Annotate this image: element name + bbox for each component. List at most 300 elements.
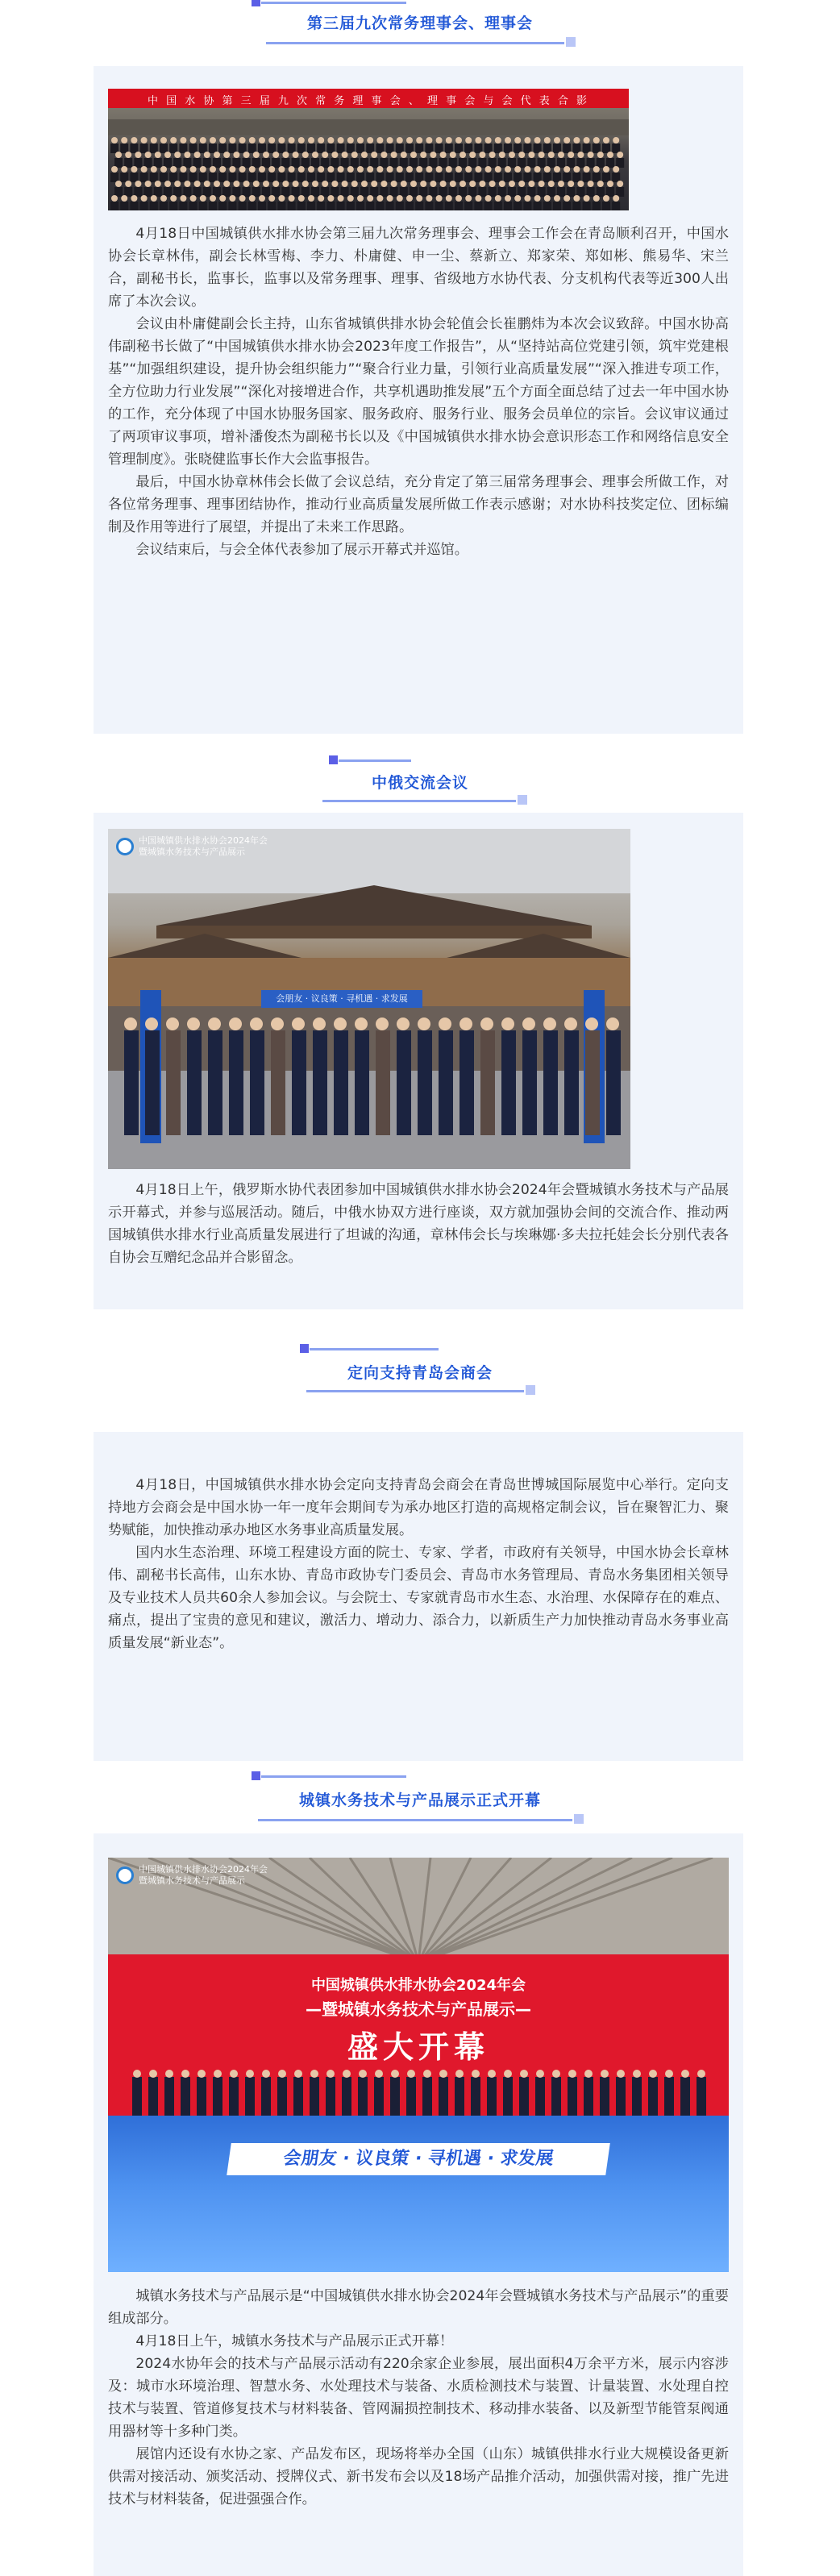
person-head [499,181,505,187]
person-body [347,173,355,182]
person-head [465,137,472,144]
person-body [572,173,580,182]
person-body [564,1030,579,1135]
person-body [301,187,310,197]
person-head [455,137,462,144]
person-body [534,173,542,182]
person-body [518,187,526,197]
person-head [259,137,265,144]
person-body [602,202,610,210]
person-head [145,181,152,187]
person-head [406,195,413,202]
person-body [124,1030,139,1135]
person-body [474,202,482,210]
person-head [577,152,584,158]
person-head [534,166,541,173]
person-head [573,137,580,144]
person-head [111,137,118,144]
person-head [440,181,447,187]
person-head [479,181,485,187]
person-head [151,137,157,144]
person-head [406,166,413,173]
person-body [584,2077,593,2116]
person-body [543,1030,558,1135]
person-body [435,173,443,182]
person-head [633,2070,641,2078]
section-card [94,1432,743,1761]
section-body [108,1179,729,1269]
person-body [439,187,447,197]
stage-people [108,2069,729,2117]
person-head [397,195,403,202]
person-head [558,152,564,158]
person-head [367,137,373,144]
person-head [380,181,387,187]
person-body [331,187,339,197]
person-body [239,202,247,210]
person-head [514,195,521,202]
person-body [518,158,526,168]
person-head [357,166,364,173]
person-head [420,181,426,187]
person-body [468,187,476,197]
person-head [298,195,305,202]
person-head [338,195,344,202]
person-head [180,137,186,144]
person-head [597,152,604,158]
person-head [165,2070,173,2078]
person-head [200,166,206,173]
photo-subcaption: 暨城镇水务技术与产品展示 [139,1875,245,1886]
person-head [229,195,235,202]
person-head [485,195,492,202]
person-body [337,202,345,210]
person-body [503,2077,513,2116]
person-body [268,173,276,182]
person-head [243,152,250,158]
person-body [464,144,472,153]
person-body [130,202,138,210]
person-head [308,195,314,202]
paragraph: 会议由朴庸健副会长主持，山东省城镇供排水协会轮值会长崔鹏炜为本次会议致辞。中国水协高伟副秘书长做了“中国城镇供水排水协会2023年度工作报告”，从“坚持站高位党建引领，筑牢党建根基”“加强组织建设，提升协会组织能力”“聚合行业力量，引领行业高质量发展”“深入推进专项工作，全方位助力行业发展”“深化对接增进合作，共享机遇助推发展”五个方面全面总结了过去一年中国水协的工作，充分体现了中国水协服务国家、服务政府、服务行业、服务会员单位的宗旨。会议审议通过了两项审议事项，增补潘俊杰为副秘书长以及《中国城镇供水排水协会意识形态工作和网络信息安全管理制度》。张晓健监事长作大会监事报告。 [108,316,729,468]
person-body [258,144,266,153]
person-head [155,152,161,158]
person-body [514,173,522,182]
heading-decoration [266,42,564,44]
person-body [535,2077,545,2116]
person-body [508,187,516,197]
person-body [606,187,614,197]
section-card [94,66,743,734]
person-head [135,152,141,158]
person-head [164,152,171,158]
person-head [649,2070,657,2078]
person-head [272,152,279,158]
person-body [189,202,198,210]
person-head [367,166,373,173]
person-head [322,181,328,187]
person-body [307,173,315,182]
stage-slogan: 会朋友 · 议良策 · 寻机遇 · 求发展 [227,2143,610,2175]
person-head [282,181,289,187]
person-head [204,152,210,158]
paragraph: 展馆内还设有水协之家、产品发布区，现场将举办全国（山东）城镇供排水行业大规模设备更新供需对接活动、颁奖活动、授牌仪式、新书发布会以及18场产品推介活动，加强供需对接，推广先进技术与材料装备，促进强强合作。 [108,2446,729,2507]
person-body [425,202,433,210]
person-body [567,158,575,168]
person-body [261,2077,271,2116]
person-head [180,195,186,202]
person-body [169,202,177,210]
person-body [351,158,359,168]
person-body [422,2077,432,2116]
person-body [199,144,207,153]
person-body [498,158,506,168]
person-body [576,158,584,168]
person-body [419,158,427,168]
opening-ceremony-photo [108,1858,729,2272]
person-head [573,166,580,173]
person-head [219,137,226,144]
person-body [514,202,522,210]
person-body [459,158,467,168]
person-head [214,181,220,187]
person-head [190,137,197,144]
person-body [248,173,256,182]
person-body [114,158,123,168]
person-head [416,166,422,173]
person-head [514,137,521,144]
person-body [164,187,172,197]
person-body [576,187,584,197]
person-body [478,158,486,168]
person-head [584,166,590,173]
person-head [593,195,600,202]
person-head [115,152,122,158]
person-body [593,202,601,210]
person-head [387,137,393,144]
person-head [524,166,530,173]
person-head [460,181,466,187]
person-body [455,173,463,182]
person-head [278,195,285,202]
person-head [603,137,609,144]
person-body [228,173,236,182]
section-heading [0,1334,840,1382]
person-head [613,195,619,202]
person-head [298,166,305,173]
heading-decoration [306,1390,524,1392]
person-body [110,202,119,210]
person-head [239,195,246,202]
person-body [360,187,368,197]
person-body [140,144,148,153]
person-head [485,137,492,144]
person-head [436,137,443,144]
person-head [259,166,265,173]
person-head [125,181,131,187]
person-head [111,166,118,173]
person-head [253,152,260,158]
person-head [249,195,256,202]
person-body [632,2077,642,2116]
person-head [308,166,314,173]
person-body [248,144,256,153]
person-body [606,1030,621,1135]
person-head [338,137,344,144]
paragraph: 4月18日，中国城镇供水排水协会定向支持青岛会商会在青岛世博城国际展览中心举行。定向支持地方会商会是中国水协一年一度年会期间专为承办地区打造的高规格定制会议，旨在聚智汇力、聚势赋能，加快推动承办地区水务事业高质量发展。 [108,1477,729,1538]
person-body [464,202,472,210]
person-body [543,173,551,182]
person-head [289,137,295,144]
person-body [321,187,329,197]
person-body [390,2077,400,2116]
person-head [479,152,485,158]
person-body [543,144,551,153]
person-head [418,1017,430,1030]
person-head [665,2070,673,2078]
person-head [544,166,551,173]
person-head [518,181,525,187]
person-head [302,152,309,158]
person-head [278,166,285,173]
person-head [190,195,197,202]
person-body [228,202,236,210]
person-head [367,195,373,202]
stage-subtitle: —暨城镇水务技术与产品展示— [306,2000,531,2019]
person-body [189,173,198,182]
person-body [154,187,162,197]
person-body [183,158,191,168]
person-body [390,187,398,197]
person-head [528,152,534,158]
person-body [494,144,502,153]
person-body [400,187,408,197]
person-body [248,202,256,210]
person-body [494,202,502,210]
person-head [475,166,481,173]
photo-caption: 中 国 水 协 第 三 届 九 次 常 务 理 事 会 、 理 事 会 与 会 代 表 合 影 [147,95,590,107]
person-head [539,152,545,158]
person-body [288,144,296,153]
person-body [429,187,437,197]
person-body [203,158,211,168]
person-head [371,152,377,158]
person-body [445,144,453,153]
person-body [504,202,512,210]
person-body [568,2077,577,2116]
person-head [131,195,137,202]
person-body [468,158,476,168]
person-head [170,195,177,202]
person-head [371,181,377,187]
person-body [326,2077,335,2116]
person-body [386,173,394,182]
person-body [197,2077,206,2116]
person-body [501,1030,516,1135]
person-body [150,173,158,182]
person-head [499,152,505,158]
person-body [553,202,561,210]
person-body [534,202,542,210]
person-body [213,2077,222,2116]
person-body [376,144,384,153]
person-head [198,2070,206,2078]
person-body [356,173,364,182]
section-title: 城镇水务技术与产品展示正式开幕 [298,1792,541,1809]
person-body [271,1030,285,1135]
person-body [199,202,207,210]
person-body [134,158,142,168]
person-body [277,144,285,153]
person-head [485,166,492,173]
person-body [435,144,443,153]
person-head [375,2070,383,2078]
person-body [120,173,128,182]
person-body [415,202,423,210]
person-body [307,144,315,153]
person-head [200,195,206,202]
person-body [366,173,374,182]
person-head [423,2070,431,2078]
person-head [376,137,383,144]
photo-caption: 中国城镇供水排水协会2024年会 [139,1864,268,1875]
person-head [292,1017,305,1030]
paragraph: 2024水协年会的技术与产品展示活动有220余家企业参展，展出面积4万余平方米，展示内容涉及：城市水环境治理、智慧水务、水处理技术与装备、水质检测技术与装置、计量装置、水处理自控技术与装置、管道修复技术与材料装备、管网漏损控制技术、移动排水装备、以及新型节能管泵阀通用器材等十多种门类。 [108,2356,729,2440]
person-head [430,181,436,187]
person-body [150,144,158,153]
person-head [585,1017,598,1030]
person-body [538,187,546,197]
person-body [425,144,433,153]
person-head [681,2070,689,2078]
person-body [551,2077,561,2116]
person-head [351,152,358,158]
person-body [455,2077,464,2116]
person-body [110,173,119,182]
person-head [548,152,555,158]
person-body [292,187,300,197]
person-body [504,173,512,182]
person-body [583,202,591,210]
person-head [420,152,426,158]
person-body [489,187,497,197]
person-body [193,158,202,168]
person-body [616,187,624,197]
person-head [249,166,256,173]
person-body [347,202,355,210]
person-head [121,137,127,144]
person-head [387,195,393,202]
person-body [272,158,280,168]
person-head [272,181,279,187]
person-head [380,152,387,158]
person-head [495,166,501,173]
person-head [214,152,220,158]
logo-icon [116,1866,134,1884]
person-head [342,181,348,187]
person-body [572,202,580,210]
person-body [396,202,404,210]
person-body [478,187,486,197]
person-body [347,144,355,153]
person-head [357,137,364,144]
person-head [359,2070,367,2078]
person-body [616,158,624,168]
person-head [155,181,161,187]
person-head [455,166,462,173]
person-head [534,137,541,144]
person-head [174,152,181,158]
person-body [297,144,306,153]
person-head [174,181,181,187]
person-body [179,144,187,153]
person-head [410,152,417,158]
person-head [145,1017,158,1030]
person-head [170,137,177,144]
person-head [606,1017,619,1030]
person-body [612,173,620,182]
person-head [597,181,604,187]
person-body [193,187,202,197]
person-body [405,202,414,210]
person-head [219,166,226,173]
person-body [585,1030,600,1135]
person-body [228,144,236,153]
person-body [386,202,394,210]
person-body [396,144,404,153]
person-body [519,2077,529,2116]
person-body [222,187,231,197]
person-head [361,181,368,187]
person-head [239,166,246,173]
person-head [351,181,358,187]
section-body [108,223,729,561]
person-head [416,195,422,202]
person-body [317,202,325,210]
person-head [480,1017,493,1030]
person-body [209,173,217,182]
section-card [94,1833,743,2576]
person-head [573,195,580,202]
person-head [259,195,265,202]
person-head [194,181,201,187]
person-head [607,152,613,158]
person-head [495,195,501,202]
person-head [302,181,309,187]
person-head [588,152,594,158]
person-body [602,144,610,153]
person-body [281,158,289,168]
person-body [583,144,591,153]
person-head [327,166,334,173]
person-head [318,195,324,202]
person-head [361,152,368,158]
person-body [508,158,516,168]
person-body [366,144,374,153]
person-head [160,137,167,144]
person-body [331,158,339,168]
person-body [522,1030,537,1135]
person-body [597,158,605,168]
person-head [204,181,210,187]
person-head [125,152,131,158]
person-body [292,1030,306,1135]
person-body [355,1030,369,1135]
person-head [439,1017,451,1030]
person-head [509,181,515,187]
person-body [258,202,266,210]
person-head [160,195,167,202]
